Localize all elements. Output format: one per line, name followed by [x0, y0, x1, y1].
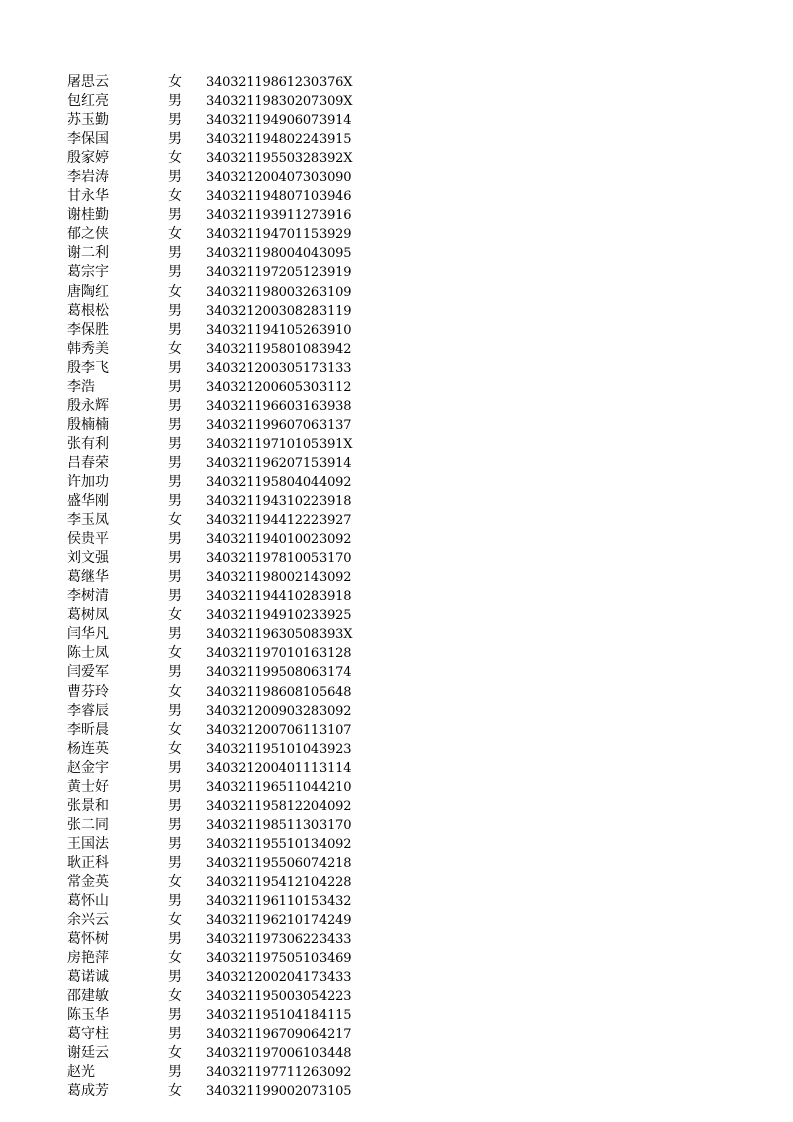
- id-number: 34032119830207309X: [206, 94, 353, 110]
- table-row: [67, 835, 367, 854]
- id-number: 340321200204173433: [206, 970, 352, 986]
- id-number: 340321200706113107: [206, 722, 352, 738]
- table-row: [67, 1082, 367, 1101]
- person-gender: 男: [168, 321, 182, 338]
- table-row: [67, 568, 367, 587]
- table-row: [67, 168, 367, 187]
- person-name: 包红亮: [67, 93, 109, 110]
- person-gender: 男: [168, 531, 182, 548]
- person-name: 葛宗宇: [67, 264, 109, 281]
- table-row: [67, 587, 367, 606]
- person-name: 郁之侠: [67, 226, 109, 243]
- roster-list: [67, 73, 367, 1102]
- table-row: [67, 606, 367, 625]
- table-row: [67, 854, 367, 873]
- table-row: [67, 244, 367, 263]
- person-gender: 女: [168, 607, 182, 624]
- person-name: 甘永华: [67, 188, 109, 205]
- table-row: [67, 397, 367, 416]
- person-gender: 男: [168, 378, 182, 395]
- person-gender: 男: [168, 1026, 182, 1043]
- person-gender: 男: [168, 397, 182, 414]
- person-name: 葛怀山: [67, 893, 109, 910]
- id-number: 340321196110153432: [206, 894, 352, 910]
- person-gender: 男: [168, 588, 182, 605]
- person-name: 李保胜: [67, 321, 109, 338]
- table-row: [67, 549, 367, 568]
- person-gender: 女: [168, 645, 182, 662]
- id-number: 340321196210174249: [206, 913, 352, 929]
- person-name: 李岩涛: [67, 169, 109, 186]
- table-row: [67, 740, 367, 759]
- person-name: 李保国: [67, 131, 109, 148]
- person-name: 侯贵平: [67, 531, 109, 548]
- table-row: [67, 873, 367, 892]
- person-gender: 女: [168, 740, 182, 757]
- table-row: [67, 283, 367, 302]
- person-name: 赵光: [67, 1064, 95, 1081]
- id-number: 340321198608105648: [206, 684, 352, 700]
- table-row: [67, 435, 367, 454]
- id-number: 340321194807103946: [206, 189, 352, 205]
- id-number: 340321194010023092: [206, 532, 352, 548]
- table-row: [67, 340, 367, 359]
- id-number: 340321198002143092: [206, 570, 352, 586]
- person-gender: 男: [168, 131, 182, 148]
- person-name: 吕春荣: [67, 454, 109, 471]
- id-number: 340321195003054223: [206, 989, 352, 1005]
- table-row: [67, 225, 367, 244]
- person-gender: 男: [168, 1064, 182, 1081]
- person-gender: 女: [168, 283, 182, 300]
- person-name: 葛继华: [67, 569, 109, 586]
- table-row: [67, 73, 367, 92]
- table-row: [67, 663, 367, 682]
- table-row: [67, 1006, 367, 1025]
- person-name: 刘文强: [67, 550, 109, 567]
- person-gender: 男: [168, 835, 182, 852]
- person-name: 殷家婷: [67, 150, 109, 167]
- id-number: 340321194410283918: [206, 589, 352, 605]
- person-name: 陈士凤: [67, 645, 109, 662]
- table-row: [67, 911, 367, 930]
- person-gender: 男: [168, 569, 182, 586]
- table-row: [67, 625, 367, 644]
- person-name: 唐陶红: [67, 283, 109, 300]
- person-gender: 男: [168, 626, 182, 643]
- table-row: [67, 321, 367, 340]
- person-name: 杨连英: [67, 740, 109, 757]
- id-number: 34032119630508393X: [206, 627, 353, 643]
- table-row: [67, 797, 367, 816]
- person-gender: 女: [168, 683, 182, 700]
- person-gender: 女: [168, 74, 182, 90]
- table-row: [67, 816, 367, 835]
- id-number: 340321200605303112: [206, 379, 352, 395]
- person-gender: 男: [168, 302, 182, 319]
- person-gender: 男: [168, 702, 182, 719]
- person-name: 黄士好: [67, 778, 109, 795]
- table-row: [67, 778, 367, 797]
- table-row: [67, 949, 367, 968]
- person-name: 邵建敏: [67, 988, 109, 1005]
- person-gender: 男: [168, 931, 182, 948]
- id-number: 340321200308283119: [206, 303, 352, 319]
- person-gender: 男: [168, 778, 182, 795]
- id-number: 340321198003263109: [206, 284, 352, 300]
- id-number: 340321195804044092: [206, 474, 352, 490]
- person-gender: 男: [168, 759, 182, 776]
- person-name: 李玉凤: [67, 512, 109, 529]
- table-row: [67, 721, 367, 740]
- table-row: [67, 530, 367, 549]
- person-gender: 女: [168, 912, 182, 929]
- id-number: 340321197306223433: [206, 932, 352, 948]
- person-gender: 女: [168, 1045, 182, 1062]
- table-row: [67, 511, 367, 530]
- table-row: [67, 92, 367, 111]
- person-name: 耿正科: [67, 854, 109, 871]
- table-row: [67, 1063, 367, 1082]
- person-name: 赵金宇: [67, 759, 109, 776]
- id-number: 340321196709064217: [206, 1027, 352, 1043]
- table-row: [67, 987, 367, 1006]
- person-gender: 女: [168, 340, 182, 357]
- id-number: 340321199508063174: [206, 665, 352, 681]
- person-name: 葛守柱: [67, 1026, 109, 1043]
- person-gender: 男: [168, 207, 182, 224]
- table-row: [67, 644, 367, 663]
- person-name: 葛树凤: [67, 607, 109, 624]
- person-gender: 男: [168, 245, 182, 262]
- person-gender: 男: [168, 969, 182, 986]
- table-row: [67, 359, 367, 378]
- person-gender: 男: [168, 169, 182, 186]
- person-gender: 男: [168, 854, 182, 871]
- id-number: 34032119861230376X: [206, 75, 353, 90]
- table-row: [67, 263, 367, 282]
- table-row: [67, 416, 367, 435]
- id-number: 340321196511044210: [206, 779, 352, 795]
- person-name: 屠思云: [67, 74, 109, 90]
- table-row: [67, 968, 367, 987]
- person-name: 殷李飞: [67, 359, 109, 376]
- id-number: 34032119710105391X: [206, 436, 353, 452]
- person-name: 曹芬玲: [67, 683, 109, 700]
- person-name: 张有利: [67, 435, 109, 452]
- id-number: 340321195101043923: [206, 741, 352, 757]
- id-number: 340321198004043095: [206, 246, 352, 262]
- person-name: 盛华刚: [67, 493, 109, 510]
- id-number: 340321195510134092: [206, 836, 352, 852]
- id-number: 340321194310223918: [206, 494, 352, 510]
- person-gender: 男: [168, 473, 182, 490]
- person-name: 陈玉华: [67, 1007, 109, 1024]
- person-name: 闫爱军: [67, 664, 109, 681]
- person-name: 李昕晨: [67, 721, 109, 738]
- id-number: 340321196207153914: [206, 455, 352, 471]
- person-gender: 女: [168, 150, 182, 167]
- id-number: 340321200407303090: [206, 170, 352, 186]
- person-name: 葛根松: [67, 302, 109, 319]
- person-gender: 男: [168, 264, 182, 281]
- person-name: 张景和: [67, 797, 109, 814]
- person-name: 李浩: [67, 378, 95, 395]
- table-row: [67, 492, 367, 511]
- table-row: [67, 187, 367, 206]
- person-gender: 男: [168, 359, 182, 376]
- table-row: [67, 454, 367, 473]
- person-name: 谢二利: [67, 245, 109, 262]
- person-gender: 男: [168, 797, 182, 814]
- id-number: 340321195412104228: [206, 874, 352, 890]
- id-number: 340321194412223927: [206, 513, 352, 529]
- id-number: 340321194701153929: [206, 227, 352, 243]
- person-name: 李睿辰: [67, 702, 109, 719]
- person-gender: 男: [168, 416, 182, 433]
- person-gender: 女: [168, 188, 182, 205]
- person-name: 殷永辉: [67, 397, 109, 414]
- person-name: 张二同: [67, 816, 109, 833]
- person-name: 谢桂勤: [67, 207, 109, 224]
- id-number: 340321200305173133: [206, 360, 352, 376]
- id-number: 340321193911273916: [206, 208, 352, 224]
- person-name: 殷楠楠: [67, 416, 109, 433]
- person-gender: 男: [168, 893, 182, 910]
- id-number: 340321195506074218: [206, 855, 352, 871]
- person-name: 许加功: [67, 473, 109, 490]
- person-name: 闫华凡: [67, 626, 109, 643]
- id-number: 340321194802243915: [206, 132, 352, 148]
- table-row: [67, 473, 367, 492]
- id-number: 340321198511303170: [206, 817, 352, 833]
- table-row: [67, 683, 367, 702]
- person-gender: 女: [168, 1083, 182, 1100]
- id-number: 340321195801083942: [206, 341, 352, 357]
- person-name: 韩秀美: [67, 340, 109, 357]
- person-gender: 女: [168, 873, 182, 890]
- person-gender: 男: [168, 435, 182, 452]
- person-name: 葛成芳: [67, 1083, 109, 1100]
- id-number: 340321194906073914: [206, 113, 352, 129]
- table-row: [67, 149, 367, 168]
- person-name: 房艳萍: [67, 950, 109, 967]
- person-gender: 男: [168, 454, 182, 471]
- person-gender: 男: [168, 664, 182, 681]
- person-gender: 女: [168, 950, 182, 967]
- table-row: [67, 930, 367, 949]
- person-gender: 女: [168, 721, 182, 738]
- table-row: [67, 702, 367, 721]
- id-number: 340321200401113114: [206, 760, 352, 776]
- table-row: [67, 1044, 367, 1063]
- id-number: 340321197810053170: [206, 551, 352, 567]
- person-gender: 男: [168, 550, 182, 567]
- table-row: [67, 1025, 367, 1044]
- person-name: 苏玉勤: [67, 112, 109, 129]
- person-name: 葛诺诚: [67, 969, 109, 986]
- id-number: 340321197205123919: [206, 265, 352, 281]
- id-number: 340321195104184115: [206, 1008, 352, 1024]
- table-row: [67, 130, 367, 149]
- person-gender: 男: [168, 112, 182, 129]
- id-number: 340321194105263910: [206, 322, 352, 338]
- table-row: [67, 111, 367, 130]
- id-number: 340321197711263092: [206, 1065, 352, 1081]
- table-row: [67, 892, 367, 911]
- id-number: 340321199607063137: [206, 417, 352, 433]
- person-name: 李树清: [67, 588, 109, 605]
- person-gender: 女: [168, 226, 182, 243]
- table-row: [67, 378, 367, 397]
- id-number: 340321197505103469: [206, 951, 352, 967]
- person-name: 常金英: [67, 873, 109, 890]
- person-name: 谢廷云: [67, 1045, 109, 1062]
- id-number: 340321197010163128: [206, 646, 352, 662]
- table-row: [67, 302, 367, 321]
- id-number: 340321195812204092: [206, 798, 352, 814]
- person-gender: 女: [168, 988, 182, 1005]
- person-name: 王国法: [67, 835, 109, 852]
- person-gender: 男: [168, 1007, 182, 1024]
- id-number: 340321196603163938: [206, 398, 352, 414]
- table-row: [67, 206, 367, 225]
- table-row: [67, 759, 367, 778]
- person-gender: 男: [168, 493, 182, 510]
- id-number: 340321197006103448: [206, 1046, 352, 1062]
- person-gender: 男: [168, 93, 182, 110]
- id-number: 340321200903283092: [206, 703, 352, 719]
- person-gender: 女: [168, 512, 182, 529]
- person-name: 葛怀树: [67, 931, 109, 948]
- person-name: 余兴云: [67, 912, 109, 929]
- person-gender: 男: [168, 816, 182, 833]
- id-number: 340321194910233925: [206, 608, 352, 624]
- id-number: 340321199002073105: [206, 1084, 352, 1100]
- id-number: 34032119550328392X: [206, 151, 353, 167]
